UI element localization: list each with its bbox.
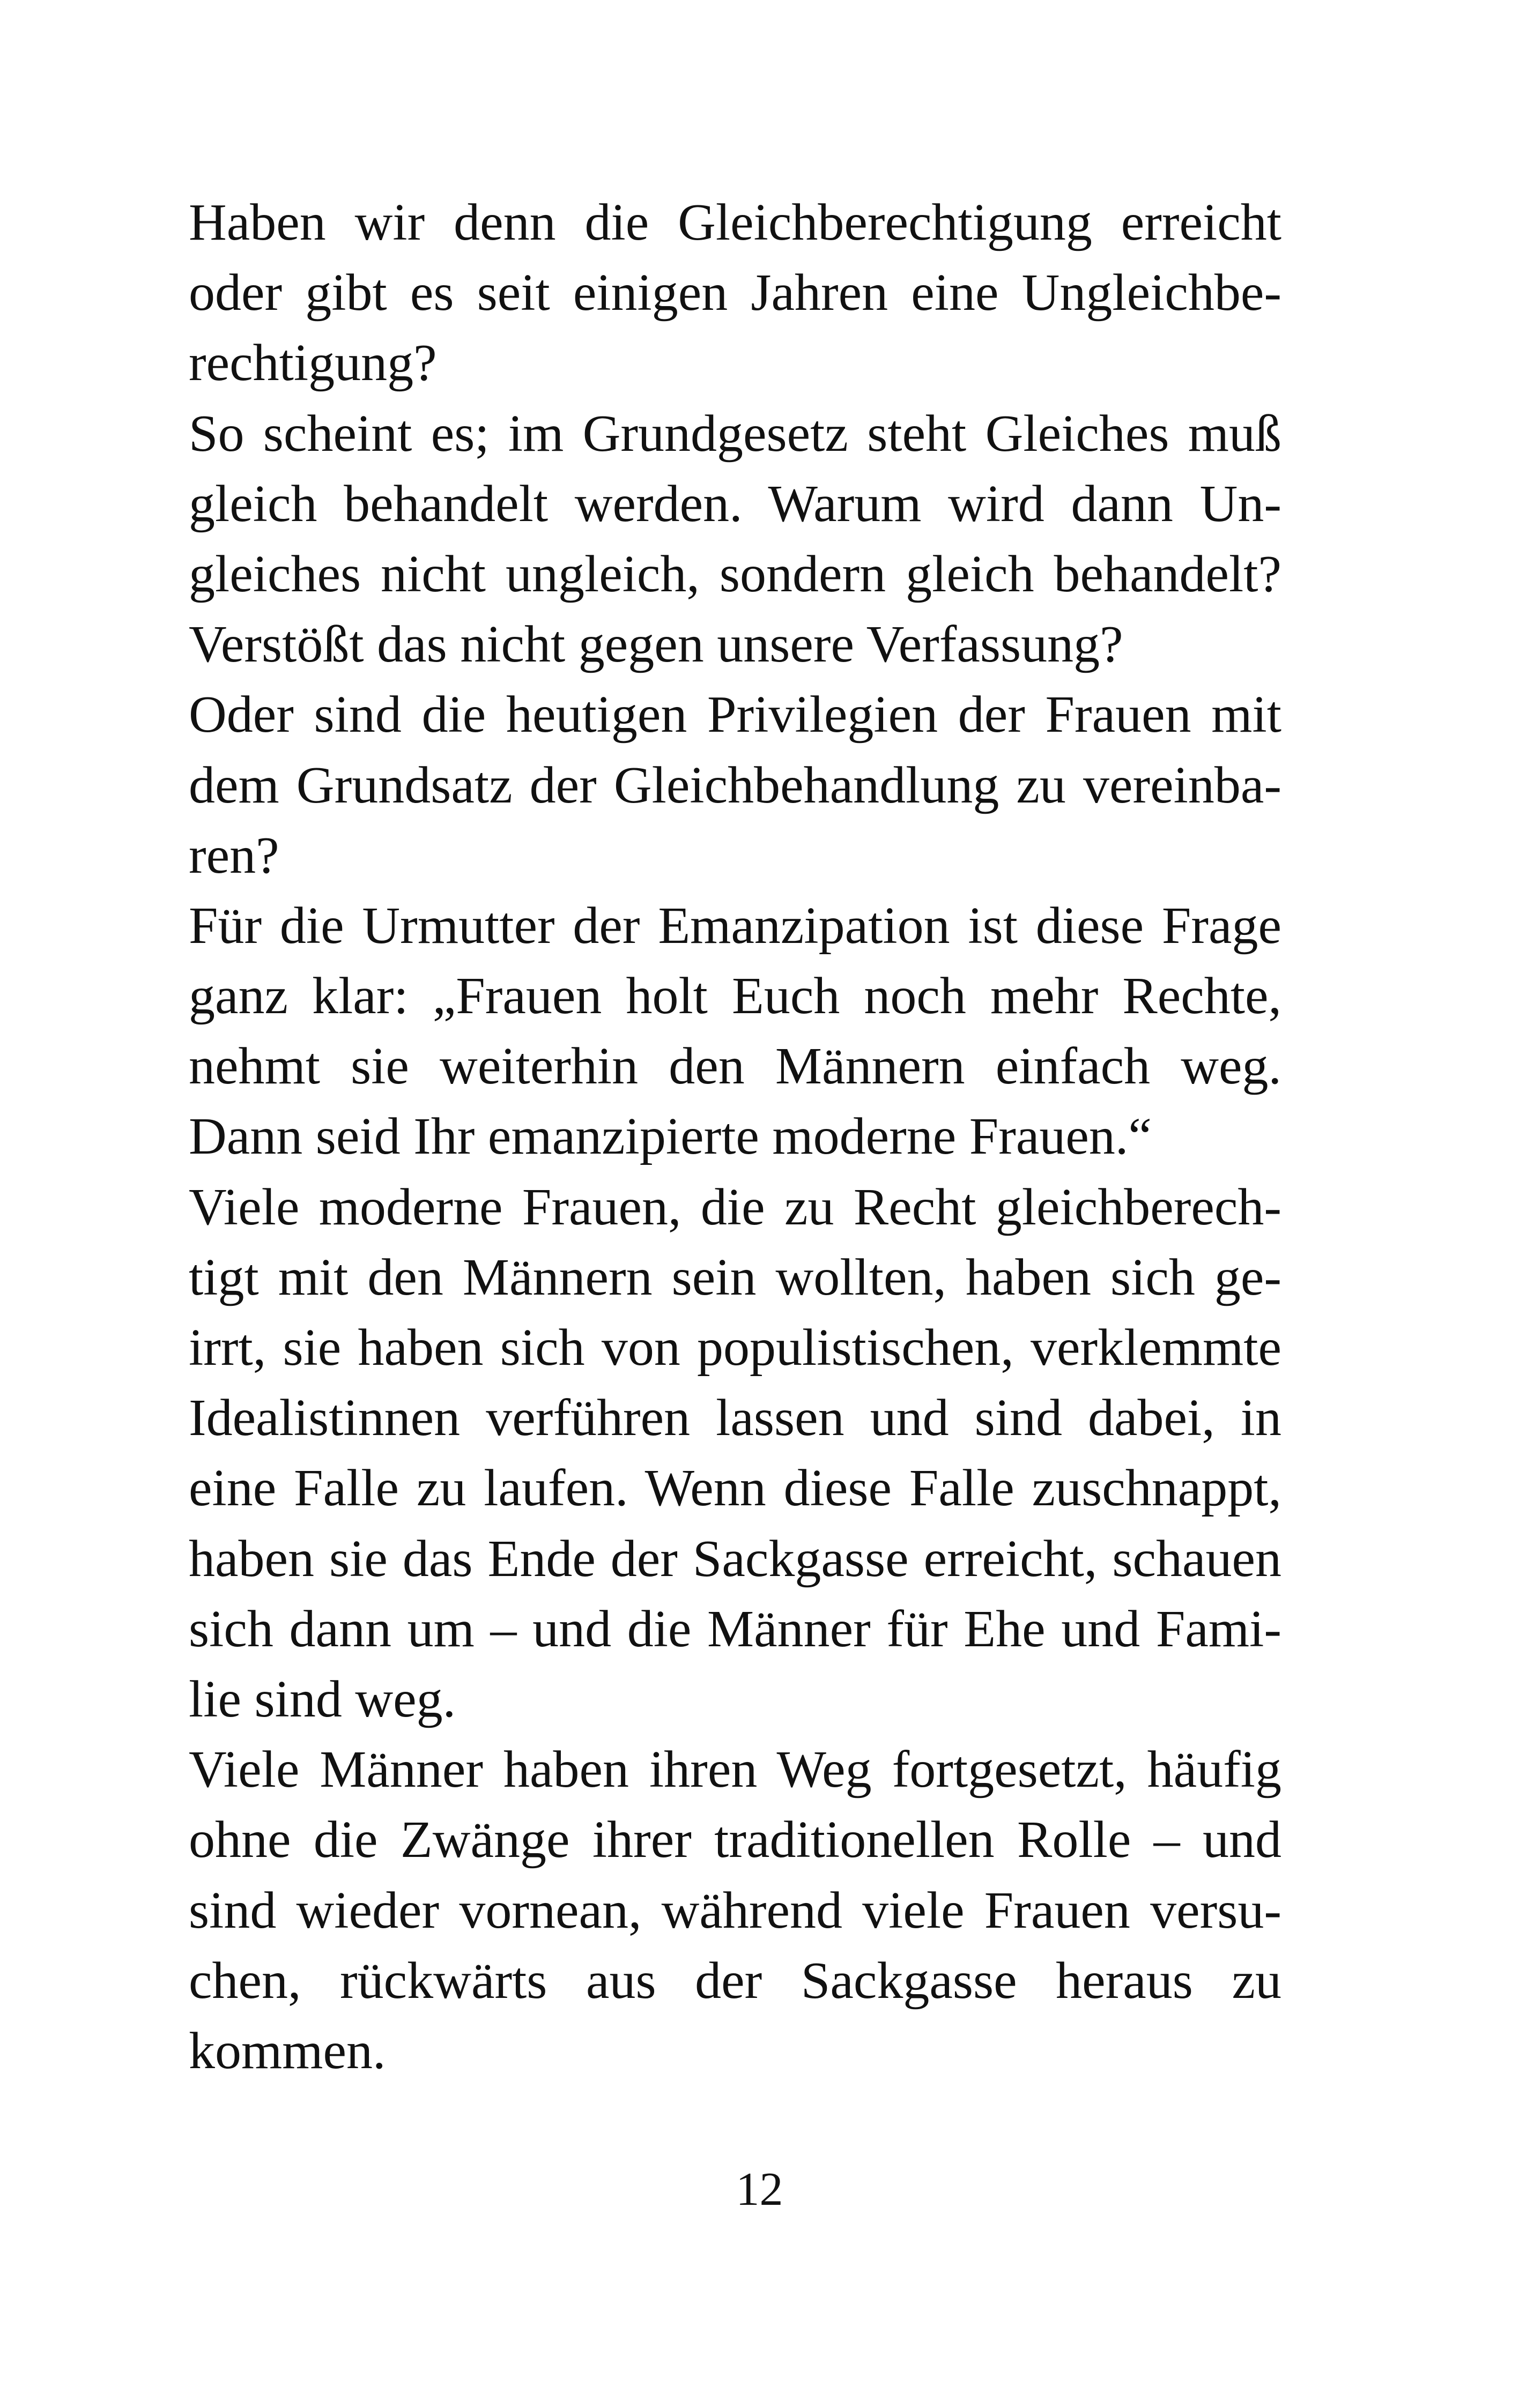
text-line: sich dann um – und die Männer für Ehe und Fami- xyxy=(189,1600,1281,1658)
text-line: irrt, sie haben sich von populistischen, verklemmte xyxy=(189,1319,1281,1377)
text-line: ohne die Zwänge ihrer traditionellen Rolle – und xyxy=(189,1811,1281,1869)
body-text xyxy=(189,188,1281,2086)
text-line: rechtigung? xyxy=(189,334,437,392)
text-line: So scheint es; im Grundgesetz steht Gleiches muß xyxy=(189,404,1281,463)
text-line: gleich behandelt werden. Warum wird dann Un- xyxy=(189,474,1281,533)
text-line: sind wieder vornean, während viele Frauen versu- xyxy=(189,1881,1281,1939)
text-line: chen, rückwärts aus der Sackgasse heraus zu xyxy=(189,1951,1281,2010)
text-line: kommen. xyxy=(189,2021,386,2080)
text-line: Viele Männer haben ihren Weg fortgesetzt, häufig xyxy=(189,1741,1281,1799)
text-line: gleiches nicht ungleich, sondern gleich behandelt? xyxy=(189,545,1281,603)
text-line: ren? xyxy=(189,826,279,885)
text-line: nehmt sie weiterhin den Männern einfach weg. xyxy=(189,1037,1281,1096)
text-line: lie sind weg. xyxy=(189,1670,456,1728)
text-line: Dann seid Ihr emanzipierte moderne Frauen.“ xyxy=(189,1108,1152,1166)
text-line: haben sie das Ende der Sackgasse erreicht, schauen xyxy=(189,1529,1281,1588)
text-line: Für die Urmutter der Emanzipation ist diese Frage xyxy=(189,896,1281,955)
text-line: Oder sind die heutigen Privilegien der Frauen mit xyxy=(189,686,1281,744)
text-line: eine Falle zu laufen. Wenn diese Falle zuschnappt, xyxy=(189,1459,1281,1518)
text-line: Viele moderne Frauen, die zu Recht gleichberech- xyxy=(189,1178,1281,1236)
text-line: Verstößt das nicht gegen unsere Verfassung? xyxy=(189,615,1123,674)
text-line: ganz klar: „Frauen holt Euch noch mehr Rechte, xyxy=(189,967,1281,1025)
text-line: Haben wir denn die Gleichberechtigung erreicht xyxy=(189,194,1281,251)
text-line: Idealistinnen verführen lassen und sind dabei, in xyxy=(189,1389,1281,1447)
text-line: dem Grundsatz der Gleichbehandlung zu vereinba- xyxy=(189,756,1281,814)
page-number: 12 xyxy=(736,2164,783,2216)
text-line: oder gibt es seit einigen Jahren eine Ungleichbe- xyxy=(189,264,1281,322)
text-line: tigt mit den Männern sein wollten, haben sich ge- xyxy=(189,1248,1281,1306)
